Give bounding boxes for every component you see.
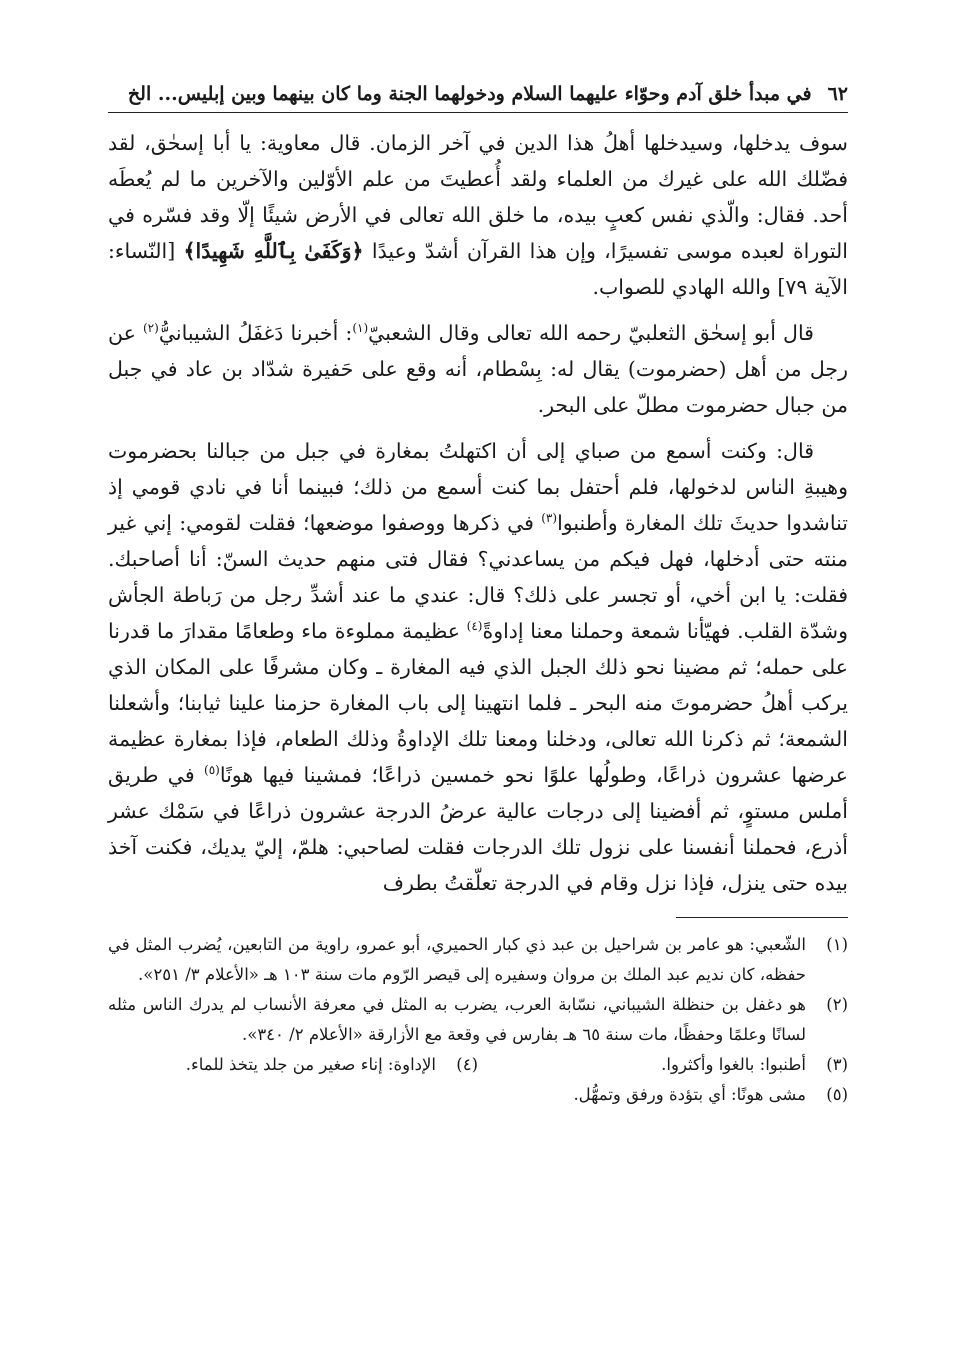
quran-verse: ﴿وَكَفَىٰ بِٱللَّهِ شَهِيدًا﴾: [183, 239, 364, 263]
footnote-ref-3: (٣): [541, 511, 558, 526]
footnote-text: هو دغفل بن حنظلة الشيباني، نسّابة العرب، يضرب به المثل في معرفة الأنساب لم يدرك الناس مثله لسانًا وعلمًا وحفظًا، مات سنة ٦٥ هـ بفارس في وقعة مع الأزارقة «الأعلام ٢/ ٣٤٠».: [108, 995, 806, 1044]
paragraph-3-text-c: عظيمة مملوءة ماء وطعامًا مقدارَ ما قدرنا على حمله؛ ثم مضينا نحو ذلك الجبل الذي فيه المغارة ـ وكان مشرفًا على المكان الذي يركب أهلُ حضرموتَ منه البحر ـ فلما انتهينا إلى باب المغارة حزمنا علينا ثيابنا؛ وأشعلنا الشمعة؛ ثم ذكرنا الله تعالى، ودخلنا ومعنا تلك الإداوةُ وذلك الطعام، فإذا بمغارة عظيمة عرضها عشرون ذراعًا، وطولُها علوًا نحو خمسين ذراعًا؛ فمشينا فيها هونًا: [108, 619, 848, 787]
paragraph-1: [108, 125, 848, 305]
footnote-row: [108, 1050, 848, 1080]
footnote-ref-5: (٥): [204, 763, 220, 778]
footnotes: [108, 930, 848, 1110]
paragraph-1-citation: [النّساء: الآية ٧٩] والله الهادي للصواب.: [108, 239, 848, 299]
footnote-text: الشّعبي: هو عامر بن شراحيل بن عبد ذي كبار الحميري، أبو عمرو، راوية من التابعين، يُضرب المثل في حفظه، كان نديم عبد الملك بن مروان وسفيره إلى قيصر الرّوم مات سنة ١٠٣ هـ «الأعلام ٣/ ٢٥١».: [108, 935, 806, 984]
footnote-ref-4: (٤): [466, 619, 483, 634]
paragraph-3-text-a: قال: وكنت أسمع من صباي إلى أن اكتهلتُ بمغارة في جبل من جبالنا بحضرموت وهيبةِ الناس لدخولها، فلم أحتفل بما كنت أسمع من ذلك؛ فبينما أنا في نادي قومي إذ تناشدوا حديثَ تلك المغارة وأطنبوا: [108, 439, 848, 535]
paragraph-3-text-b: في ذكرها ووصفوا موضعها؛ فقلت لقومي: إني غير منته حتى أدخلها، فهل فيكم من يساعدني؟ فقال فتى منهم حديث السنّ: أنا أصاحبك. فقلت: يا ابن أخي، أو تجسر على ذلك؟ قال: عندي ما عند أشدِّ رجل من رَباطة الجأش وشدّة القلب. فهيّأنا شمعة وحملنا معنا إداوةً: [108, 511, 848, 643]
paragraph-2: [108, 315, 848, 423]
book-page: [108, 76, 848, 1110]
footnote-rule-wrap: [108, 901, 848, 918]
paragraph-3-text-d: في طريق أملس مستوٍ، ثم أفضينا إلى درجات عالية عرضُ الدرجة عشرون ذراعًا في سَمْك عشر أذرع، فحملنا أنفسنا على نزول تلك الدرجات فقلت لصاحبي: هلمّ، إليّ يديك، فكنت آخذ بيده حتى ينزل، فإذا نزل وقام في الدرجة تعلّقتُ بطرف: [108, 763, 848, 895]
page-header: [108, 76, 848, 113]
footnote-text: الإداوة: إناء صغير من جلد يتخذ للماء.: [185, 1055, 436, 1074]
footnote-text: مشى هونًا: أي بتؤدة ورفق وتمهُّل.: [573, 1085, 806, 1104]
main-text: [108, 125, 848, 901]
footnote-number: (٤): [456, 1055, 478, 1074]
footnote-separator: [676, 917, 848, 918]
footnote-ref-2: (٢): [142, 321, 159, 336]
footnote-2: [108, 990, 848, 1050]
footnote-ref-1: (١): [352, 321, 369, 336]
footnote-3: [478, 1050, 848, 1080]
footnote-4: [108, 1050, 478, 1080]
page-number: ٦٢: [827, 83, 848, 105]
footnote-5: [108, 1080, 848, 1110]
footnote-text: أطنبوا: بالغوا وأكثروا.: [661, 1055, 806, 1074]
paragraph-2-text-a: قال أبو إسحٰق الثعلبيّ رحمه الله تعالى وقال الشعبيّ: [368, 321, 814, 345]
footnote-number: (٣): [826, 1055, 848, 1074]
paragraph-2-text-b: : أخبرنا دَغفَلُ الشيبانيُّ: [158, 321, 353, 345]
paragraph-1-text: سوف يدخلها، وسيدخلها أهلُ هذا الدين في آخر الزمان. قال معاوية: يا أبا إسحٰق، لقد فضّلك الله على غيرك من العلماء ولقد أُعطيتَ من علم الأوّلين والآخرين ما لم يُعطَه أحد. فقال: والّذي نفس كعبٍ بيده، ما خلق الله تعالى في الأرض شيئًا إلّا وقد فسّره في التوراة لعبده موسى تفسيرًا، وإن هذا القرآن أشدّ وعيدًا: [108, 131, 848, 263]
paragraph-2-text-c: عن رجل من أهل (حضرموت) يقال له: بِسْطام، أنه وقع على حَفيرة شدّاد بن عاد في جبل من جبال حضرموت مطلّ على البحر.: [108, 321, 848, 417]
footnote-number: (٢): [826, 995, 848, 1014]
footnote-1: [108, 930, 848, 990]
running-title: في مبدأ خلق آدم وحوّاء عليهما السلام ودخولهما الجنة وما كان بينهما وبين إبليس... الخ: [127, 83, 812, 105]
paragraph-3: [108, 433, 848, 901]
footnote-number: (٥): [826, 1085, 848, 1104]
footnote-number: (١): [826, 935, 848, 954]
